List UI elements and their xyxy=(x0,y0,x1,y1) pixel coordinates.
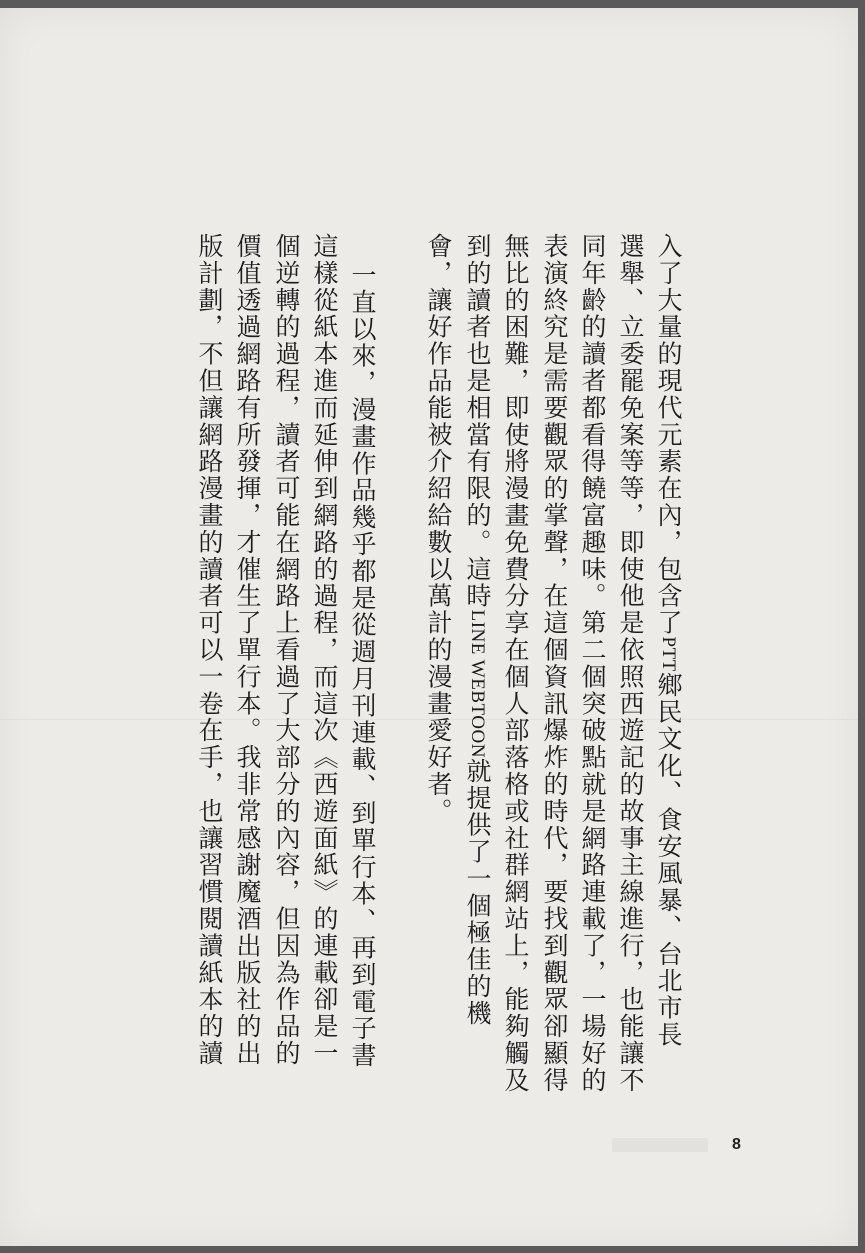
column-6-text: 到的讀者也是相當有限的。這時 xyxy=(463,233,492,610)
column-6-latin: LINE WEBTOON xyxy=(467,609,488,758)
text-column-4 xyxy=(540,233,568,1094)
column-3-text: 同年齡的讀者都看得饒富趣味。第二個突破點就是網路連載了，一場好的 xyxy=(578,233,607,1094)
column-2-text: 選舉、立委罷免案等等，即使他是依照西遊記的故事主線進行，也能讓不 xyxy=(616,233,645,1094)
text-column-6 xyxy=(463,233,491,1027)
column-8-text: 一直以來，漫畫作品幾乎都是從週月刊連載、到單行本、再到電子書 xyxy=(348,262,377,1069)
column-12-text: 版計劃，不但讓網路漫畫的讀者可以一卷在手，也讓習慣閱讀紙本的讀 xyxy=(195,233,224,1067)
column-11-text: 價值透過網路有所發揮，才催生了單行本。我非常感謝魔酒出版社的出 xyxy=(233,233,262,1067)
text-column-2 xyxy=(616,233,644,1094)
column-6-text-end: 就提供了一個極佳的機 xyxy=(463,757,492,1027)
text-column-3 xyxy=(578,233,606,1094)
text-column-12 xyxy=(195,233,223,1067)
text-column-1 xyxy=(654,233,682,1048)
text-column-7 xyxy=(424,233,452,825)
column-1-text: 入了大量的現代元素在內，包含了 xyxy=(654,233,683,637)
text-column-9 xyxy=(310,233,338,1067)
column-1-text-end: 鄉民文化、食安風暴、台北市長 xyxy=(654,671,683,1049)
text-column-5 xyxy=(501,233,529,1094)
column-10-text: 個逆轉的過程，讀者可能在網路上看過了大部分的內容，但因為作品的 xyxy=(272,233,301,1067)
text-column-8 xyxy=(348,262,376,1069)
text-column-10 xyxy=(272,233,300,1067)
book-page xyxy=(0,8,858,1246)
column-1-latin: PTT xyxy=(658,636,679,672)
column-5-text: 無比的困難，即使將漫畫免費分享在個人部落格或社群網站上，能夠觸及 xyxy=(501,233,530,1094)
column-4-text: 表演終究是需要觀眾的掌聲，在這個資訊爆炸的時代，要找到觀眾卻顯得 xyxy=(540,233,569,1094)
page-number: 8 xyxy=(732,1136,741,1153)
text-column-11 xyxy=(233,233,261,1067)
faint-running-head xyxy=(612,1138,708,1152)
column-7-text: 會，讓好作品能被介紹給數以萬計的漫畫愛好者。 xyxy=(424,233,453,825)
column-9-text: 這樣從紙本進而延伸到網路的過程，而這次《西遊面紙》的連載卻是一 xyxy=(310,233,339,1067)
